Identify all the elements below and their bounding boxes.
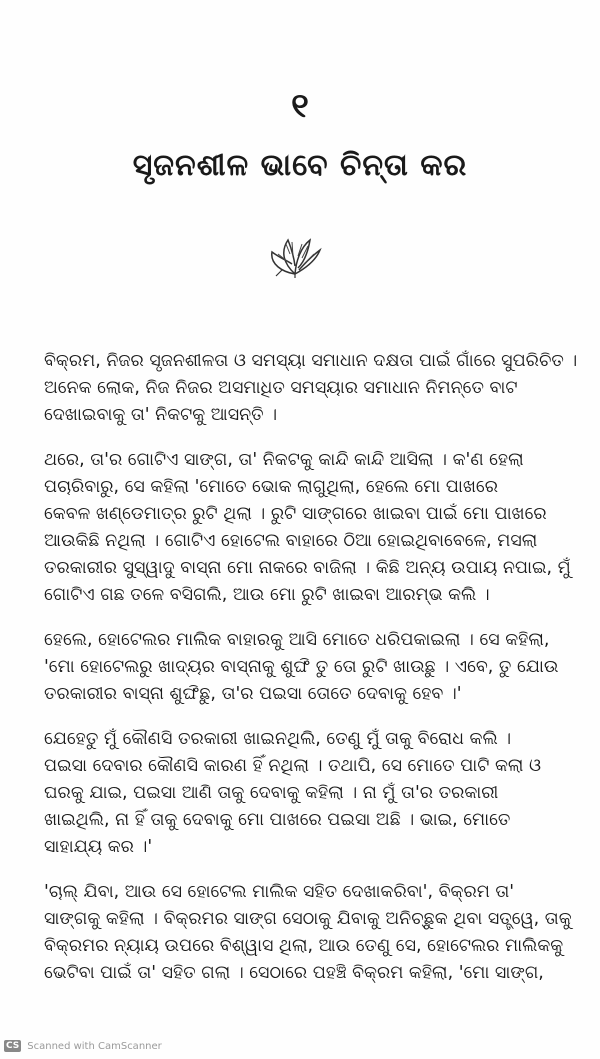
text-line: ହେଲେ, ହୋଟେଲର ମାଲିକ ବାହାରକୁ ଆସି ମୋତେ ଧରିପକାଇଲା । ସେ କହିଲା,: [44, 630, 550, 650]
leaf-ornament-icon: [262, 234, 328, 280]
text-line: ସାଙ୍ଗକୁ କହିଲା । ବିକ୍ରମର ସାଙ୍ଗ ସେଠାକୁ ଯିବାକୁ ଅନିଚ୍ଛୁକ ଥିବା ସତ୍ତ୍ୱେ, ତାକୁ: [44, 909, 572, 929]
text-line: ପଚାରିବାରୁ, ସେ କହିଲା 'ମୋତେ ଭୋକ ଲାଗୁଥିଲା, ହେଲେ ମୋ ପାଖରେ: [44, 477, 498, 497]
text-line: 'ମୋ ହୋଟେଲରୁ ଖାଦ୍ୟର ବାସ୍ନାକୁ ଶୁଙ୍ଘି ତୁ ତୋ ରୁଟି ଖାଉଛୁ । ଏବେ, ତୁ ଯୋଉ: [44, 657, 559, 677]
text-line: ଅନେକ ଲୋକ, ନିଜ ନିଜର ଅସମାଧିତ ସମସ୍ୟାର ସମାଧାନ ନିମନ୍ତେ ବାଟ: [44, 378, 518, 398]
paragraph: [44, 447, 578, 609]
text-line: ଗୋଟିଏ ଗଛ ତଳେ ବସିଗଲି, ଆଉ ମୋ ରୁଟି ଖାଇବା ଆରମ୍ଭ କଲି ।: [44, 585, 490, 605]
text-line: ଖାଇଥିଲି, ନା ହିଁ ତାକୁ ଦେବାକୁ ମୋ ପାଖରେ ପଇସା ଅଛି । ଭାଇ, ମୋତେ: [44, 810, 511, 830]
text-line: ଆଉକିଛି ନଥିଲା । ଗୋଟିଏ ହୋଟେଲ ବାହାରେ ଠିଆ ହୋଇଥିବାବେଳେ, ମସଲା: [44, 531, 538, 551]
chapter-number: ୧: [291, 86, 309, 126]
text-line: ବିକ୍ରମର ନ୍ୟାୟ ଉପରେ ବିଶ୍ୱାସ ଥିଲା, ଆଉ ତେଣୁ ସେ, ହୋଟେଲର ମାଲିକକୁ: [44, 936, 564, 956]
scanner-watermark: [0, 1033, 600, 1059]
text-line: ବିକ୍ରମ, ନିଜର ସୃଜନଶୀଳତା ଓ ସମସ୍ୟା ସମାଧାନ ଦକ୍ଷତା ପାଇଁ ଗାଁରେ ସୁପରିଚିତ ।: [44, 351, 578, 371]
text-line: କେବଳ ଖଣ୍ଡେମାତ୍ର ରୁଟି ଥିଲା । ରୁଟି ସାଙ୍ଗରେ ଖାଇବା ପାଇଁ ମୋ ପାଖରେ: [44, 504, 547, 524]
paragraph: [44, 348, 578, 429]
paragraph: [44, 726, 578, 861]
text-line: ଯେହେତୁ ମୁଁ କୌଣସି ତରକାରୀ ଖାଇନଥିଲି, ତେଣୁ ମୁଁ ତାକୁ ବିରୋଧ କଲି ।: [44, 729, 512, 749]
paragraph: [44, 627, 578, 708]
text-line: ପଇସା ଦେବାର କୌଣସି କାରଣ ହିଁ ନଥିଲା । ତଥାପି, ସେ ମୋତେ ପାଟି କଲା ଓ: [44, 756, 542, 776]
body-text: [44, 348, 578, 1005]
text-line: ସାହାଯ୍ୟ କର ।': [44, 837, 153, 857]
paragraph: [44, 879, 578, 987]
camscanner-logo: CS: [6, 1041, 20, 1051]
text-line: ତରକାରୀର ସୁସ୍ୱାଦୁ ବାସ୍ନା ମୋ ନାକରେ ବାଜିଲା । କିଛି ଅନ୍ୟ ଉପାୟ ନପାଇ, ମୁଁ: [44, 558, 571, 578]
text-line: ଦେଖାଇବାକୁ ତା' ନିକଟକୁ ଆସନ୍ତି ।: [44, 405, 278, 425]
watermark-text: Scanned with CamScanner: [27, 1040, 162, 1052]
text-line: ଘରକୁ ଯାଇ, ପଇସା ଆଣି ତାକୁ ଦେବାକୁ କହିଲା । ନା ମୁଁ ତା'ର ତରକାରୀ: [44, 783, 499, 803]
text-line: 'ଚାଲ୍ ଯିବା, ଆଉ ସେ ହୋଟେଲ ମାଲିକ ସହିତ ଦେଖାକରିବା', ବିକ୍ରମ ତା': [44, 882, 515, 902]
text-line: ତରକାରୀର ବାସ୍ନା ଶୁଙ୍ଘିଛୁ, ତା'ର ପଇସା ତୋତେ ଦେବାକୁ ହେବ ।': [44, 684, 462, 704]
text-line: ଭେଟିବା ପାଇଁ ତା' ସହିତ ଗଲା । ସେଠାରେ ପହଞ୍ଚି ବିକ୍ରମ କହିଲା, 'ମୋ ସାଙ୍ଗ,: [44, 963, 544, 983]
chapter-title: ସୃଜନଶୀଳ ଭାବେ ଚିନ୍ତା କର: [132, 148, 468, 183]
text-line: ଥରେ, ତା'ର ଗୋଟିଏ ସାଙ୍ଗ, ତା' ନିକଟକୁ କାନ୍ଦି କାନ୍ଦି ଆସିଲା । କ'ଣ ହେଲା: [44, 450, 524, 470]
